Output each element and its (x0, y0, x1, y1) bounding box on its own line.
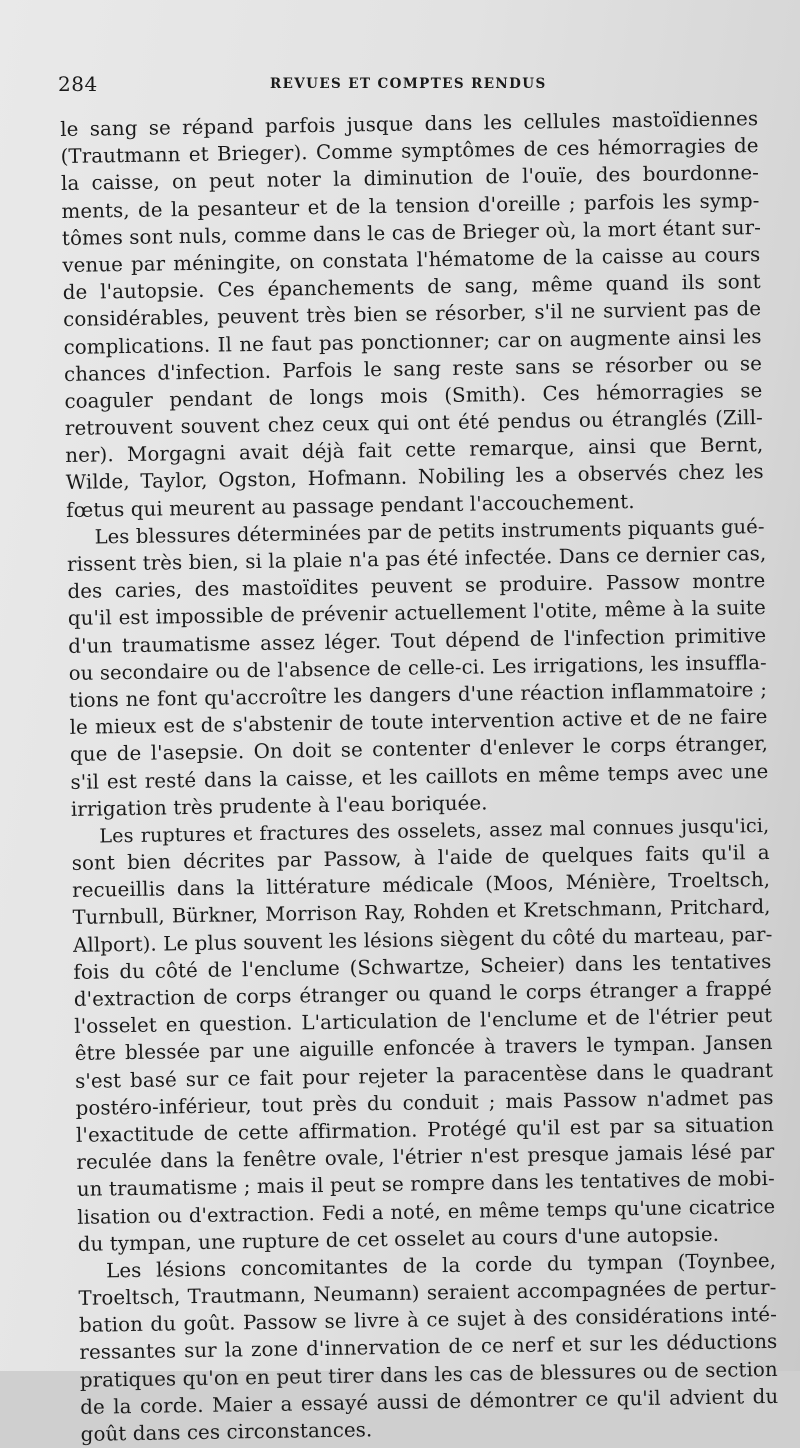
text-line: que de l'asepsie. On doit se contenter d'enlever le corps étranger, (69, 732, 769, 767)
text-line: l'osselet en question. L'articulation de l'enclume et de l'étrier peut (74, 1004, 773, 1039)
text-line: sont bien décrites par Passow, à l'aide de quelques faits qu'il a (71, 841, 770, 875)
text-line: un traumatisme ; mais il peut se rompre dans les tentatives de mobi- (76, 1167, 775, 1202)
text-line: bation du goût. Passow se livre à ce sujet à des considérations inté- (78, 1303, 778, 1338)
text-line: Wilde, Taylor, Ogston, Hofmann. Nobiling les a observés chez les (65, 460, 764, 495)
text-line: irrigation très prudente à l'eau boriquée. (70, 791, 488, 821)
page-number: 284 (58, 72, 98, 96)
text-line: être blessée par une aiguille enfoncée à travers le tympan. Jansen (74, 1031, 773, 1066)
text-line: qu'il est impossible de prévenir actuellement l'otite, même à la suite (67, 596, 766, 631)
text-line: l'exactitude de cette affirmation. Protégé qu'il est par sa situation (75, 1112, 775, 1147)
text-line: fois du côté de l'enclume (Schwartze, Scheier) dans les tentatives (73, 949, 772, 984)
text-line: retrouvent souvent chez ceux qui ont été pendus ou étranglés (Zill- (64, 406, 764, 441)
text-line: s'il est resté dans la caisse, et les caillots en même temps avec une (70, 759, 769, 794)
text-line: tômes sont nuls, comme dans le cas de Brieger où, la mort étant sur- (61, 215, 762, 250)
text-line: goût dans ces circonstances. (80, 1418, 373, 1446)
text-line: s'est basé sur ce fait pour rejeter la paracentèse dans le quadrant (74, 1058, 774, 1093)
text-line: du tympan, une rupture de cet osselet au cours d'une autopsie. (77, 1222, 720, 1256)
text-line: d'extraction de corps étranger ou quand le corps étranger a frappé (73, 976, 772, 1011)
text-line: le mieux est de s'abstenir de toute intervention active et de ne faire (69, 705, 768, 740)
running-head: REVUES ET COMPTES RENDUS (270, 76, 547, 92)
text-line: de la corde. Maier a essayé aussi de démontrer ce qu'il advient du (80, 1384, 779, 1419)
text-line: Les lésions concomitantes de la corde du tympan (Toynbee, (105, 1248, 777, 1283)
text-line: Turnbull, Bürkner, Morrison Ray, Rohden et Kretschmann, Pritchard, (72, 895, 771, 930)
text-line: des caries, des mastoïdites peuvent se produire. Passow montre (67, 569, 766, 604)
text-line: venue par méningite, on constata l'hématome de la caisse au cours (62, 242, 761, 277)
page-header (58, 72, 758, 94)
text-line: la caisse, on peut noter la diminution de l'ouïe, des bourdonne- (60, 161, 760, 196)
text-line: Troeltsch, Trautmann, Neumann) seraient accompagnées de pertur- (78, 1275, 777, 1310)
text-line: (Trautmann et Brieger). Comme symptômes de ces hémorragies de (60, 134, 759, 169)
text-line: recueillis dans la littérature médicale (Moos, Ménière, Troeltsch, (71, 868, 771, 903)
text-line: Les ruptures et fractures des osselets, assez mal connues jusqu'ici, (99, 813, 770, 848)
text-line: lisation ou d'extraction. Fedi a noté, en même temps qu'une cicatrice (77, 1194, 776, 1229)
text-line: postéro-inférieur, tout près du conduit ; mais Passow n'admet pas (75, 1085, 774, 1120)
text-line: ner). Morgagni avait déjà fait cette remarque, ainsi que Bernt, (65, 433, 764, 468)
text-line: de l'autopsie. Ces épanchements de sang, même quand ils sont (62, 270, 761, 305)
text-line: complications. Il ne faut pas ponctionner; car on augmente ainsi les (63, 324, 762, 359)
text-line: chances d'infection. Parfois le sang reste sans se résorber ou se (63, 351, 763, 386)
text-line: le sang se répand parfois jusque dans les cellules mastoïdiennes (60, 107, 759, 141)
text-line: ressantes sur la zone d'innervation de ce nerf et sur les déductions (79, 1330, 778, 1365)
body-text (60, 105, 779, 1448)
text-line: Les blessures déterminées par de petits instruments piquants gué- (94, 514, 765, 549)
text-line: coaguler pendant de longs mois (Smith). Ces hémorragies se (64, 378, 763, 413)
text-line: Allport). Le plus souvent les lésions siègent du côté du marteau, par- (72, 922, 773, 957)
text-line: ou secondaire ou de l'absence de celle-ci. Les irrigations, les insuffla- (68, 650, 767, 685)
text-line: considérables, peuvent très bien se résorber, s'il ne survient pas de (63, 297, 762, 332)
text-line: tions ne font qu'accroître les dangers d'une réaction inflammatoire ; (68, 677, 768, 712)
text-line: d'un traumatisme assez léger. Tout dépend de l'infection primitive (68, 623, 767, 658)
text-line: rissent très bien, si la plaie n'a pas été infectée. Dans ce dernier cas, (66, 541, 767, 576)
text-line: fœtus qui meurent au passage pendant l'accouchement. (66, 489, 635, 522)
text-line: reculée dans la fenêtre ovale, l'étrier n'est presque jamais lésé par (76, 1140, 775, 1174)
text-line: pratiques qu'on en peut tirer dans les cas de blessures ou de section (79, 1357, 778, 1392)
text-line: ments, de la pesanteur et de la tension d'oreille ; parfois les symp- (61, 188, 760, 223)
